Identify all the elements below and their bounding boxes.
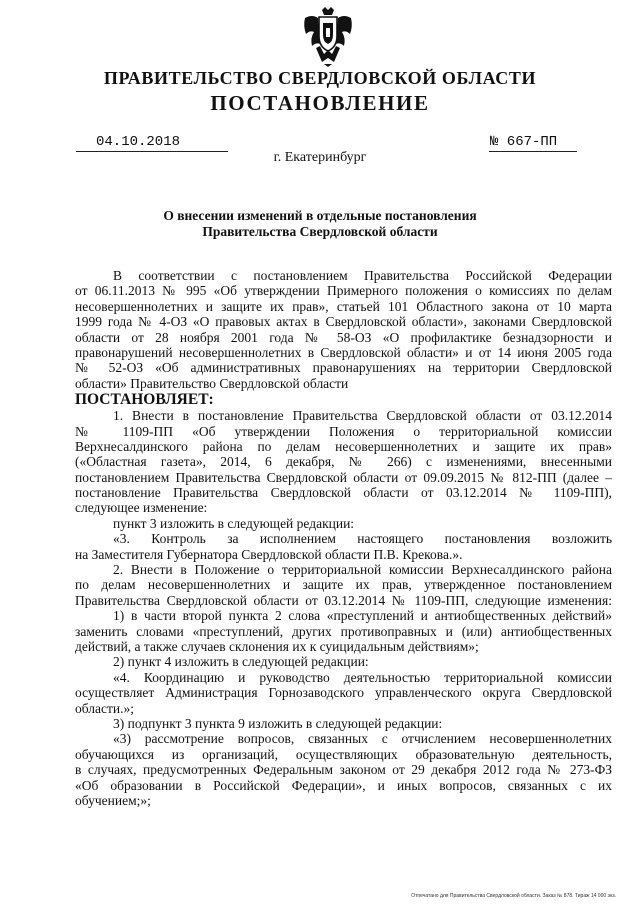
body-line: № 1109-ПП «Об утверждении Положения о территориальной комиссии <box>75 423 612 439</box>
body-line: постановление Правительства Свердловской области от 03.12.2014 № 1109-ПП), <box>75 485 612 501</box>
body-line: области» Правительство Свердловской области <box>75 375 349 391</box>
body-line: обучением;»; <box>75 792 151 808</box>
subject-line: Правительства Свердловской области <box>202 224 438 239</box>
body-line: Верхнесалдинского района по делам несовершеннолетних и защите их прав» <box>75 438 612 454</box>
body-line: действий, а также случаев склонения их к суицидальным действиям»; <box>75 638 479 654</box>
body-line: 2) пункт 4 изложить в следующей редакции: <box>113 654 369 670</box>
body-line: «4. Координацию и руководство деятельностью территориальной комиссии <box>113 669 612 685</box>
body-line: несовершеннолетних и защите их прав», статьей 101 Областного закона от 10 марта <box>75 298 612 314</box>
document-body <box>75 268 612 808</box>
body-line: № 52-ОЗ «Об административных правонарушениях на территории Свердловской <box>75 360 612 376</box>
body-line: пункт 3 изложить в следующей редакции: <box>113 515 355 531</box>
document-city: г. Екатеринбург <box>273 150 367 165</box>
document-type-title: ПОСТАНОВЛЕНИЕ <box>210 91 430 115</box>
body-line: по делам несовершеннолетних и защите их прав, утвержденное постановлением <box>75 577 612 593</box>
government-title: ПРАВИТЕЛЬСТВО СВЕРДЛОВСКОЙ ОБЛАСТИ <box>103 68 537 88</box>
body-line: 1. Внести в постановление Правительства Свердловской области от 03.12.2014 <box>113 408 612 424</box>
body-line: 3) подпункт 3 пункта 9 изложить в следующей редакции: <box>113 715 443 731</box>
body-line: «3. Контроль за исполнением настоящего постановления возложить <box>113 531 612 547</box>
body-line: от 06.11.2013 № 995 «Об утверждении Примерного положения о комиссиях по делам <box>75 283 612 299</box>
body-line: следующее изменение: <box>75 500 208 516</box>
body-line: «3) рассмотрение вопросов, связанных с отчислением несовершеннолетних <box>113 731 612 747</box>
decree-heading: ПОСТАНОВЛЯЕТ: <box>75 391 214 409</box>
body-line: постановлением Правительства Свердловской области от 09.09.2015 № 812-ПП (далее – <box>75 469 612 485</box>
body-line: осуществляет Администрация Горнозаводского управленческого округа Свердловской <box>75 685 612 701</box>
document-subject <box>0 208 640 240</box>
body-line: заменить словами «преступлений, других противоправных и (или) антиобщественных <box>75 623 612 639</box>
body-line: области.»; <box>75 700 135 716</box>
body-line: («Областная газета», 2014, 6 декабря, № 266) с изменениями, внесенными <box>75 454 612 470</box>
body-line: правонарушений несовершеннолетних в Свердловской области» и от 14 июня 2005 года <box>75 344 612 360</box>
body-line: в случаях, предусмотренных Федеральным законом от 29 декабря 2012 года № 273-ФЗ <box>75 762 612 778</box>
body-line: «Об образовании в Российской Федерации», и иных вопросов, связанных с их <box>75 777 612 793</box>
print-footer-note: Отпечатано для Правительства Свердловской области. Заказ № 878. Тираж 14 000 экз. <box>411 893 616 899</box>
body-line: на Заместителя Губернатора Свердловской области П.В. Крекова.». <box>75 546 463 562</box>
coat-of-arms-icon <box>302 6 354 68</box>
body-line: 1999 года № 4-ОЗ «О правовых актах в Свердловской области», законами Свердловской <box>75 314 612 330</box>
body-line: 1) в части второй пункта 2 слова «преступлений и антиобщественных действий» <box>113 608 612 624</box>
subject-line: О внесении изменений в отдельные постановления <box>163 208 477 223</box>
document-number: № 667-ПП <box>490 134 558 150</box>
body-line: области от 28 ноября 2001 года № 58-ОЗ «О профилактике безнадзорности и <box>75 329 612 345</box>
body-line: обучающихся из организаций, осуществляющих образовательную деятельность, <box>75 746 612 762</box>
document-date: 04.10.2018 <box>96 134 181 150</box>
body-line: В соответствии с постановлением Правительства Российской Федерации <box>113 268 612 283</box>
body-line: 2. Внести в Положение о территориальной комиссии Верхнесалдинского района <box>113 562 612 578</box>
body-line: Правительства Свердловской области от 03.12.2014 № 1109-ПП, следующие изменения: <box>75 592 612 608</box>
